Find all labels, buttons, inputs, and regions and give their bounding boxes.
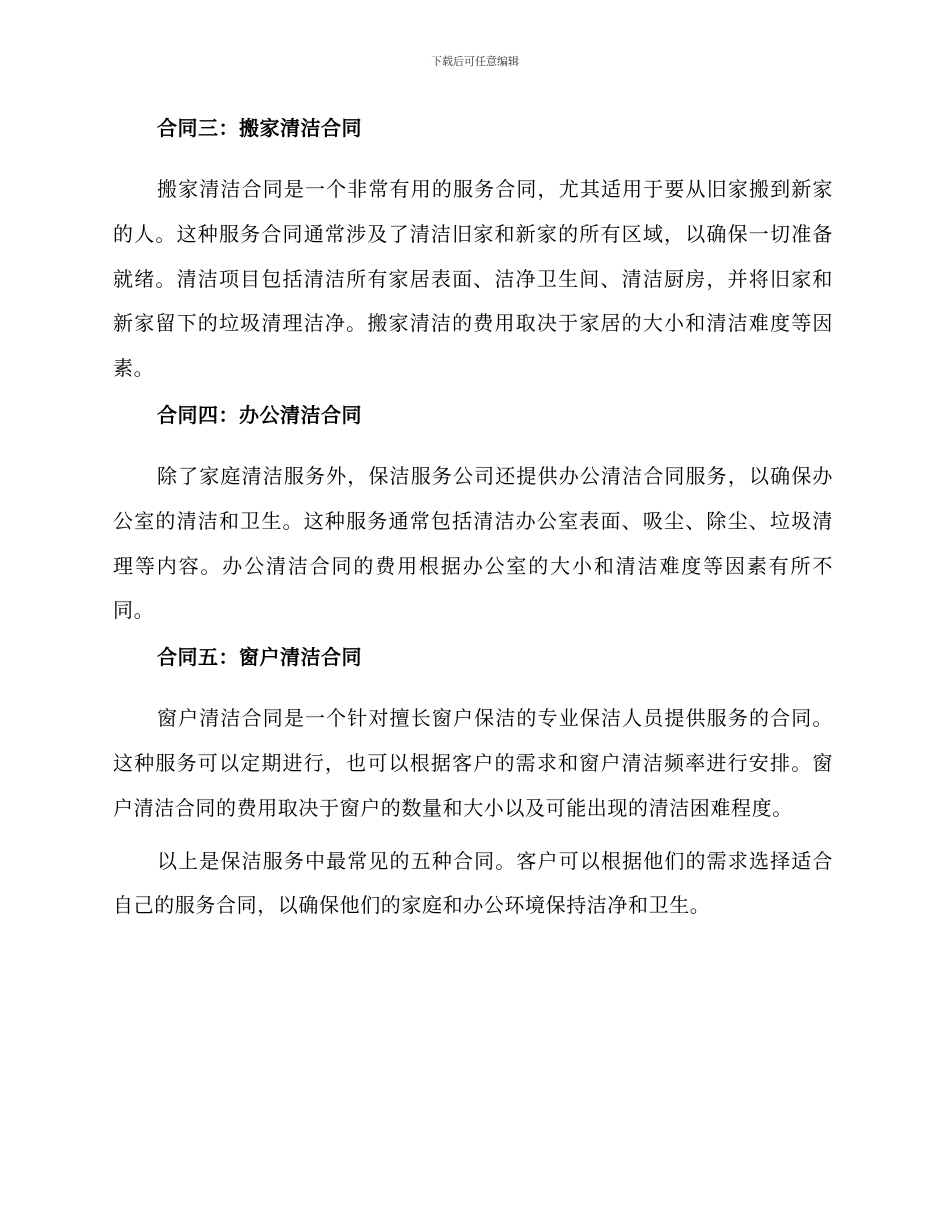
document-body	[113, 112, 833, 928]
section-paragraph-office-cleaning: 除了家庭清洁服务外，保洁服务公司还提供办公清洁合同服务，以确保办公室的清洁和卫生。这种服务通常包括清洁办公室表面、吸尘、除尘、垃圾清理等内容。办公清洁合同的费用根据办公室的大小和清洁难度等因素有所不同。	[113, 463, 833, 623]
section-heading-office-cleaning: 合同四：办公清洁合同	[157, 402, 362, 427]
section-heading-moving-cleaning: 合同三：搬家清洁合同	[157, 116, 362, 140]
page-header: 下载后可任意编辑	[431, 55, 519, 68]
section-heading-window-cleaning: 合同五：窗户清洁合同	[157, 645, 362, 670]
section-paragraph-moving-cleaning: 搬家清洁合同是一个非常有用的服务合同，尤其适用于要从旧家搬到新家的人。这种服务合同通常涉及了清洁旧家和新家的所有区域，以确保一切准备就绪。清洁项目包括清洁所有家居表面、洁净卫生间、清洁厨房，并将旧家和新家留下的垃圾清理洁净。搬家清洁的费用取决于家居的大小和清洁难度等因素。	[113, 177, 833, 381]
section-paragraph-window-cleaning: 窗户清洁合同是一个针对擅长窗户保洁的专业保洁人员提供服务的合同。这种服务可以定期进行，也可以根据客户的需求和窗户清洁频率进行安排。窗户清洁合同的费用取决于窗户的数量和大小以及可能出现的清洁困难程度。	[113, 706, 833, 820]
conclusion-paragraph: 以上是保洁服务中最常见的五种合同。客户可以根据他们的需求选择适合自己的服务合同，以确保他们的家庭和办公环境保持洁净和卫生。	[113, 848, 833, 918]
